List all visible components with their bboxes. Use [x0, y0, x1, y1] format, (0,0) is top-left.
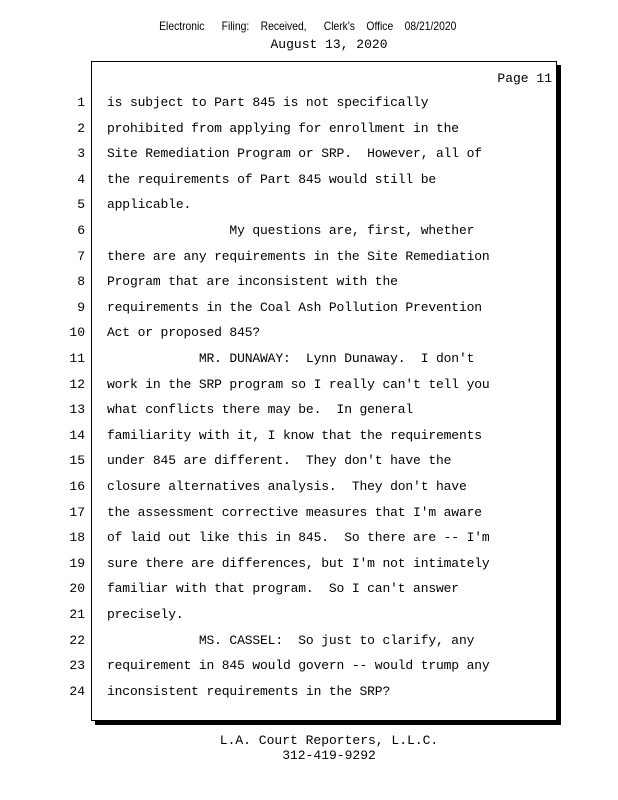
transcript-line: is subject to Part 845 is not specifically	[107, 95, 429, 110]
line-number: 18	[69, 530, 85, 546]
line-number: 16	[69, 479, 85, 494]
line-number: 6	[77, 223, 85, 238]
line-number: 20	[69, 581, 85, 597]
line-number: 8	[77, 274, 85, 290]
line-number: 12	[69, 376, 85, 392]
line-number: 5	[77, 197, 85, 213]
line-number: 13	[69, 402, 85, 418]
transcript-line: closure alternatives analysis. They don't have	[107, 479, 467, 494]
transcript-line: Program that are inconsistent with the	[107, 274, 398, 290]
transcript-line: My questions are, first, whether	[107, 223, 475, 238]
filing-stamp: Electronic Filing: Received, Clerk's Office 08/21/2020	[159, 19, 457, 33]
transcript-line: Site Remediation Program or SRP. However, all of	[107, 146, 482, 162]
line-number: 23	[69, 658, 85, 674]
line-number: 11	[69, 351, 85, 366]
transcript-line: familiar with that program. So I can't answer	[107, 581, 459, 597]
page-number: Page 11	[497, 71, 552, 86]
transcript-line: Act or proposed 845?	[107, 325, 261, 341]
transcript-line: the assessment corrective measures that I'm aware	[107, 504, 482, 520]
transcript-line: MS. CASSEL: So just to clarify, any	[107, 632, 475, 648]
line-number: 15	[69, 453, 85, 469]
line-number: 3	[77, 146, 85, 162]
transcript-line: requirement in 845 would govern -- would trump any	[107, 658, 490, 674]
transcript-line: the requirements of Part 845 would still be	[107, 171, 437, 187]
line-number: 22	[69, 632, 85, 648]
line-number: 14	[69, 427, 85, 443]
line-number: 24	[69, 683, 85, 699]
line-number: 10	[69, 325, 85, 341]
line-number: 21	[69, 607, 85, 622]
transcript-line: there are any requirements in the Site Remediation	[107, 248, 490, 264]
transcript-line: work in the SRP program so I really can't tell you	[107, 376, 490, 392]
transcript-date: August 13, 2020	[270, 37, 388, 52]
transcript-line: what conflicts there may be. In general	[107, 402, 414, 418]
line-number: 1	[77, 95, 85, 110]
line-number: 9	[77, 299, 85, 315]
transcript-line: sure there are differences, but I'm not intimately	[107, 555, 490, 571]
transcript-line: precisely.	[107, 607, 184, 622]
transcript-line: prohibited from applying for enrollment in the	[107, 120, 459, 136]
transcript-line: of laid out like this in 845. So there are -- I'm	[107, 530, 490, 546]
line-number: 2	[77, 120, 85, 136]
line-number: 7	[77, 248, 85, 264]
transcript-line: MR. DUNAWAY: Lynn Dunaway. I don't	[107, 351, 475, 366]
line-number: 4	[77, 171, 85, 187]
line-number: 19	[69, 555, 85, 571]
transcript-line: requirements in the Coal Ash Pollution Prevention	[107, 299, 482, 315]
reporter-company: L.A. Court Reporters, L.L.C.	[219, 733, 439, 748]
reporter-phone: 312-419-9292	[282, 748, 376, 763]
transcript-line: under 845 are different. They don't have the	[107, 453, 452, 469]
transcript-line: familiarity with it, I know that the requirements	[107, 427, 482, 443]
footer	[0, 733, 618, 763]
line-number: 17	[69, 504, 85, 520]
transcript-line: inconsistent requirements in the SRP?	[107, 683, 391, 699]
transcript-line: applicable.	[107, 197, 192, 213]
